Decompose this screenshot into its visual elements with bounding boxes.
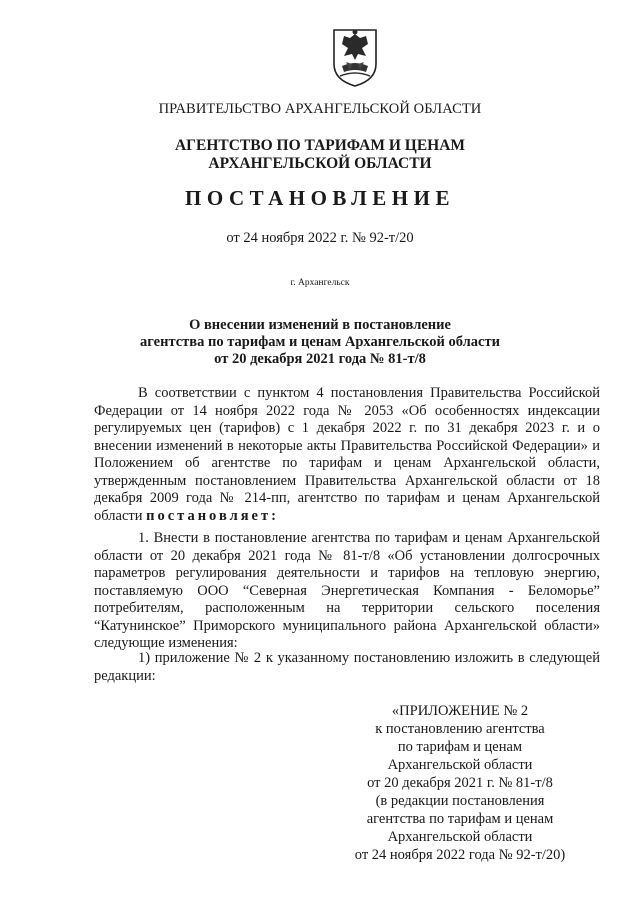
appendix-line: по тарифам и ценам (397, 739, 523, 755)
resolves-word: постановляет: (146, 507, 279, 524)
subject-line-3: от 20 декабря 2021 года № 81-т/8 (214, 351, 426, 367)
preamble-paragraph (94, 385, 600, 525)
preamble-text: В соответствии с пунктом 4 постановления Правительства Российской Федерации от 14 ноября 2022 года № 2053 «Об особенностях индексации регулируемых цен (тарифов) с 1 декабря 2022 г. по 31 декабря 2023 г. и о внесении изменений в некоторые акты Правительства Российской Федерации» и Положением об агентстве по тарифам и ценам Архангельской области, утвержденным постановлением Правительства Архангельской области от 18 декабря 2009 года № 214-пп, агентство по тарифам и ценам Архангельской области (94, 385, 600, 524)
appendix-line: Архангельской области (387, 829, 533, 845)
document-subject (0, 317, 640, 368)
appendix-line: «ПРИЛОЖЕНИЕ № 2 (391, 703, 529, 719)
document-date-number: от 24 ноября 2022 г. № 92-т/20 (226, 230, 414, 246)
appendix-line: от 24 ноября 2022 года № 92-т/20) (354, 847, 566, 863)
appendix-line: к постановлению агентства (375, 721, 545, 737)
document-city: г. Архангельск (290, 278, 350, 288)
item-1-1-paragraph: 1) приложение № 2 к указанному постановлению изложить в следующей редакции: (94, 650, 600, 684)
item-1-paragraph: 1. Внести в постановление агентства по тарифам и ценам Архангельской области от 20 декабря 2021 года № 81-т/8 «Об установлении долгосрочных параметров регулирования деятельности и тарифов на тепловую энергию, поставляемую ООО “Северная Энергетическая Компания - Беломорье” потребителям, расположенным на территории сельского поселения “Катунинское” Приморского муниципального района Архангельской области» следующие изменения: (94, 530, 600, 651)
coat-of-arms-icon (330, 26, 380, 88)
appendix-line: (в редакции постановления (375, 793, 545, 809)
agency-name (0, 137, 640, 173)
appendix-line: агентства по тарифам и ценам (366, 811, 554, 827)
appendix-line: от 20 декабря 2021 г. № 81-т/8 (367, 775, 553, 791)
document-type-title: ПОСТАНОВЛЕНИЕ (185, 186, 455, 210)
subject-line-1: О внесении изменений в постановление (189, 317, 451, 333)
government-name: ПРАВИТЕЛЬСТВО АРХАНГЕЛЬСКОЙ ОБЛАСТИ (158, 101, 482, 117)
appendix-header (340, 702, 580, 864)
subject-line-2: агентства по тарифам и ценам Архангельской области (140, 334, 500, 350)
agency-line-1: АГЕНТСТВО ПО ТАРИФАМ И ЦЕНАМ (174, 137, 466, 154)
agency-line-2: АРХАНГЕЛЬСКОЙ ОБЛАСТИ (208, 155, 432, 172)
appendix-line: Архангельской области (387, 757, 533, 773)
